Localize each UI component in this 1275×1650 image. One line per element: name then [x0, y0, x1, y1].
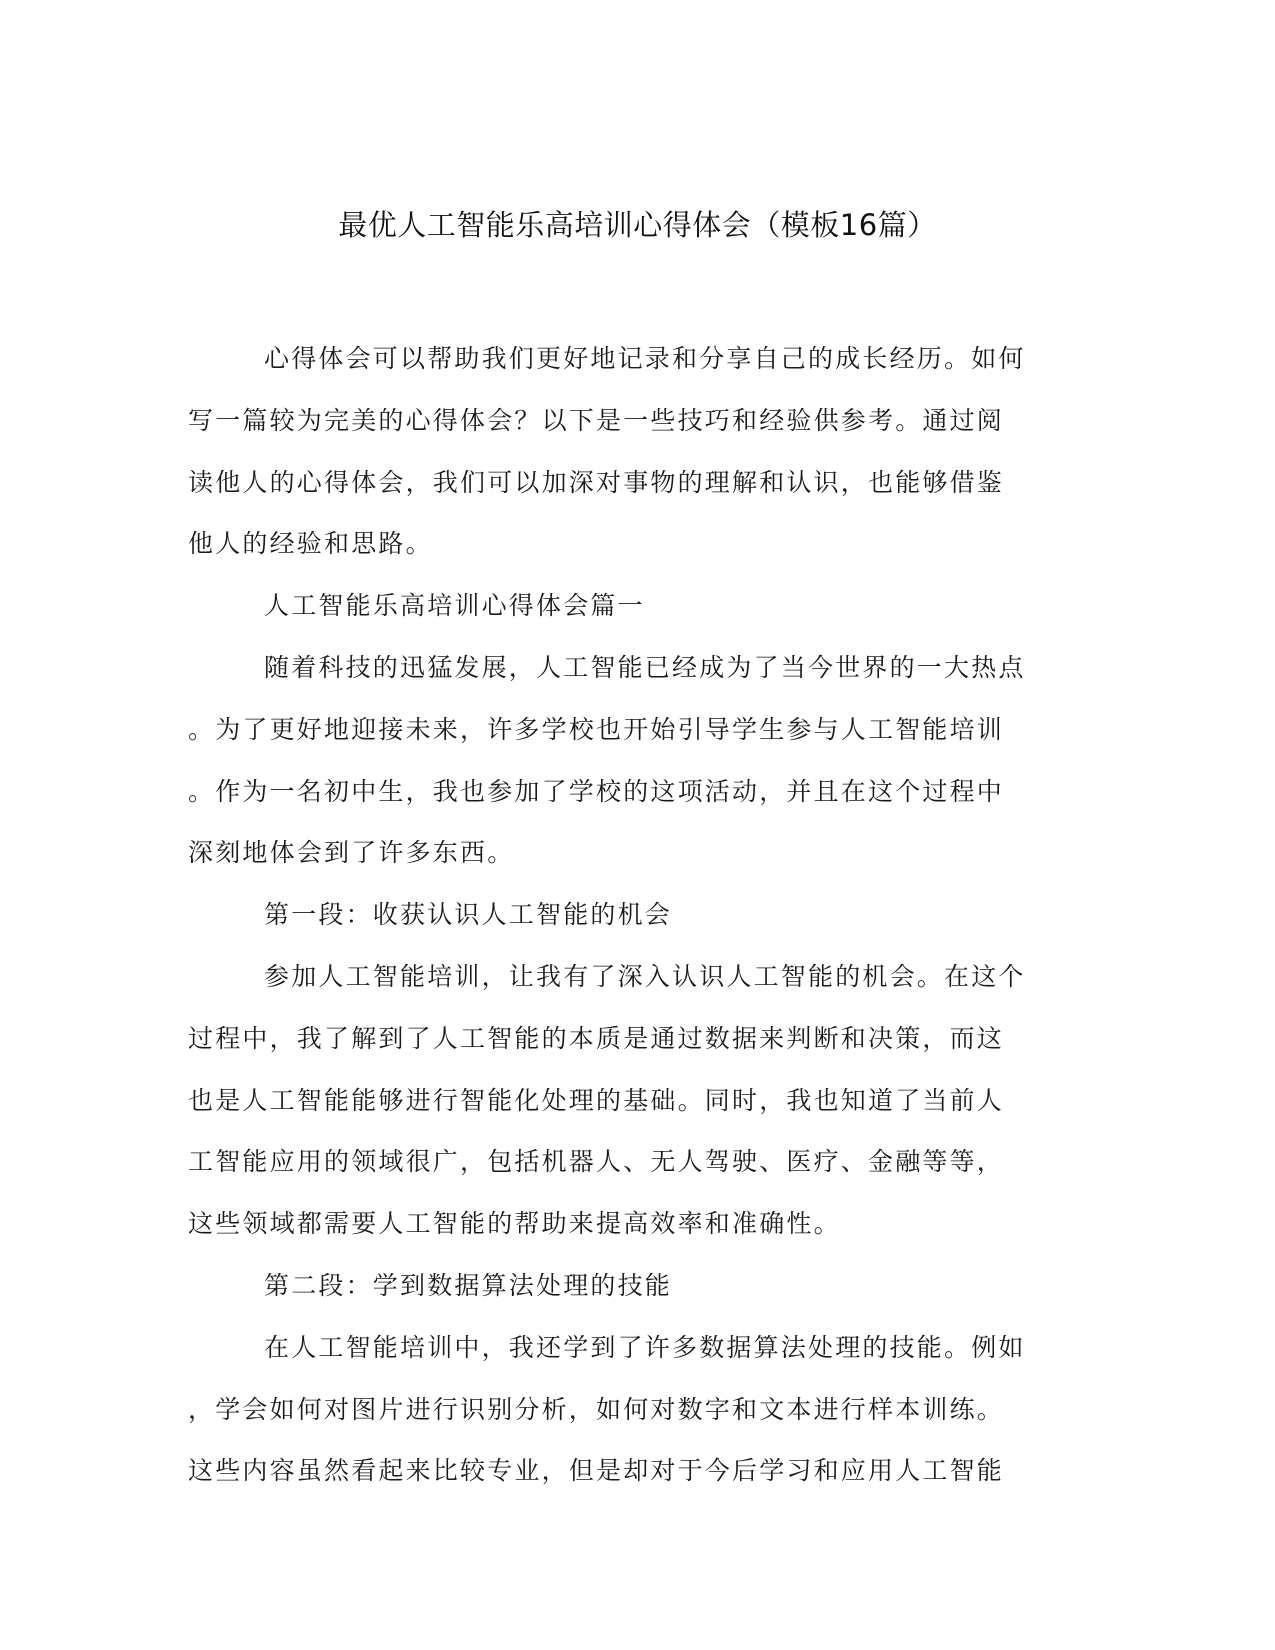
text-line: 也是人工智能能够进行智能化处理的基础。同时，我也知道了当前人 — [188, 1085, 1005, 1115]
text-line: 参加人工智能培训，让我有了深入认识人工智能的机会。在这个 — [264, 961, 1026, 991]
text-line: 。作为一名初中生，我也参加了学校的这项活动，并且在这个过程中 — [188, 776, 1005, 806]
text-line: 他人的经验和思路。 — [188, 529, 433, 559]
text-line: 随着科技的迅猛发展，人工智能已经成为了当今世界的一大热点 — [264, 652, 1026, 682]
text-line: 心得体会可以帮助我们更好地记录和分享自己的成长经历。如何 — [264, 344, 1026, 373]
text-line: 第一段：收获认识人工智能的机会 — [264, 900, 673, 930]
text-line: 这些内容虽然看起来比较专业，但是却对于今后学习和应用人工智能 — [188, 1456, 1005, 1486]
text-line: 写一篇较为完美的心得体会？以下是一些技巧和经验供参考。通过阅 — [188, 405, 1005, 435]
text-line: 在人工智能培训中，我还学到了许多数据算法处理的技能。例如 — [264, 1332, 1026, 1362]
text-line: 深刻地体会到了许多东西。 — [188, 838, 515, 868]
text-line: 第二段：学到数据算法处理的技能 — [264, 1270, 673, 1300]
text-line: ，学会如何对图片进行识别分析，如何对数字和文本进行样本训练。 — [188, 1394, 1005, 1424]
text-line: 读他人的心得体会，我们可以加深对事物的理解和认识，也能够借鉴 — [188, 467, 1005, 497]
document-title: 最优人工智能乐高培训心得体会（模板16篇） — [338, 208, 937, 242]
document-body — [188, 328, 1083, 1502]
text-line: 。为了更好地迎接未来，许多学校也开始引导学生参与人工智能培训 — [188, 714, 1005, 744]
text-line: 过程中，我了解到了人工智能的本质是通过数据来判断和决策，而这 — [188, 1023, 1005, 1053]
text-line: 工智能应用的领域很广，包括机器人、无人驾驶、医疗、金融等等， — [188, 1147, 1005, 1177]
text-line: 人工智能乐高培训心得体会篇一 — [264, 591, 645, 621]
text-line: 这些领域都需要人工智能的帮助来提高效率和准确性。 — [188, 1209, 841, 1239]
